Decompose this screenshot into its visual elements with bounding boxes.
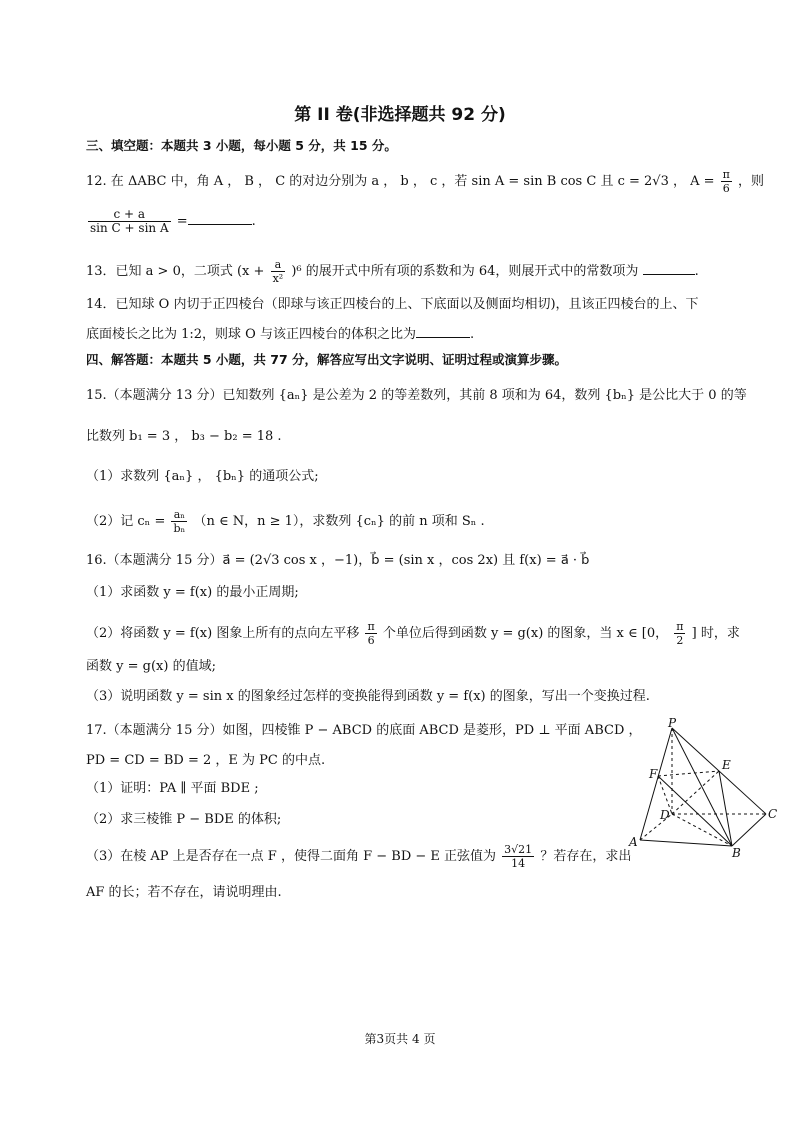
question-15-part2 [86,508,485,535]
question-17-part3-line2: AF 的长；若不存在，请说明理由. [86,885,282,900]
q16-fraction-a [365,620,376,647]
question-14-line1: 14．已知球 O 内切于正四棱台（即球与该正四棱台的上、下底面以及侧面均相切)，且该正四棱台的上、下 [86,297,699,312]
question-14-line2 [86,325,474,344]
question-15-line1: 15.（本题满分 13 分）已知数列 {aₙ} 是公差为 2 的等差数列，其前 8 项和为 64，数列 {bₙ} 是公比大于 0 的等 [86,388,747,403]
question-17-part3 [86,843,631,870]
pyramid-figure [628,718,778,858]
question-16-part1: （1）求函数 y = f(x) 的最小正周期; [86,585,299,600]
edge-PB [672,728,732,846]
label-P: P [668,718,677,730]
q12-expression [88,208,171,235]
q14-period: . [469,327,475,342]
page-footer: 第3页共 4 页 [364,1032,436,1046]
q13-frac-num: a [271,258,286,272]
q12-text: 12. 在 ΔABC 中，角 A ， B ， C 的对边分别为 a ， b ， c ，若 sin A = sin B cos C 且 c = 2√3 ， A = [86,174,715,189]
question-16-part3: （3）说明函数 y = sin x 的图象经过怎样的变换能得到函数 y = f(x) 的图象，写出一个变换过程. [86,689,650,704]
q13-frac-den: x² [272,272,284,285]
q13-fraction [271,258,286,285]
q16-frac-num-b: π [676,620,684,633]
label-C: C [768,807,778,821]
q17-frac-num: 3√21 [504,843,533,856]
edge-DB [672,814,732,846]
question-15-part1: （1）求数列 {aₙ} ， {bₙ} 的通项公式; [86,469,319,484]
q15-frac-num: aₙ [171,508,187,522]
label-D: D [660,808,670,822]
question-13 [86,258,699,285]
q17-fraction [502,843,534,870]
question-16-part2-line2: 函数 y = g(x) 的值域; [86,659,216,674]
q17-frac-den: 14 [511,857,526,870]
q15-part2-text-end: （n ∈ N，n ≥ 1），求数列 {cₙ} 的前 n 项和 Sₙ . [193,514,485,529]
q17-part3-text-end: ？若存在，求出 [540,849,632,864]
question-17-line1: 17.（本题满分 15 分）如图，四棱锥 P − ABCD 的底面 ABCD 是菱形，PD ⊥ 平面 ABCD ， [86,723,642,738]
question-12-line2: $\frac{c + a}{\text{sin C + sin A}}$ = . [90,207,256,235]
question-15-line2: 比数列 b₁ = 3 ， b₃ − b₂ = 18 . [86,429,282,444]
edge-BC [732,814,766,846]
q16-fraction-b [674,620,685,647]
question-16-part2 [86,620,740,647]
q17-part3-text: （3）在棱 AP 上是否存在一点 F ，使得二面角 F − BD − E 正弦值为 [86,849,497,864]
q13-text: 13．已知 a > 0，二项式 (x + [86,264,265,279]
section-heading-solve: 四、解答题：本题共 5 小题，共 77 分，解答应写出文字说明、证明过程或演算步骤。 [86,352,568,367]
q12-frac-den: 6 [722,182,730,195]
label-F: F [649,767,658,781]
q16-frac-num-a: π [367,620,375,633]
q16-part2-text-end: ] 时，求 [691,626,740,641]
section-heading-fill-in: 三、填空题：本题共 3 小题，每小题 5 分，共 15 分。 [86,138,397,153]
q14-answer-blank[interactable] [416,325,470,338]
q16-frac-den-b: 2 [676,634,684,647]
q15-part2-text: （2）记 cₙ = [86,514,166,529]
q16-frac-den-a: 6 [367,634,375,647]
edge-PA [640,728,672,840]
q12-fraction-a [721,168,732,195]
q13-period: . [694,264,699,279]
question-17-line2: PD = CD = BD = 2 ，E 为 PC 的中点. [86,753,326,768]
q12-equals: = [176,214,188,229]
edge-BE [719,771,732,846]
q12-text-end: ，则 [738,174,765,189]
label-A: A [629,835,638,849]
q15-fraction [171,508,187,535]
q16-part2-text: （2）将函数 y = f(x) 图象上所有的点向左平移 [86,626,360,641]
question-12-line1 [86,168,764,195]
q12-frac-num: π [722,168,730,181]
q12-expr-num: c + a [88,208,171,222]
q12-answer-blank[interactable] [188,212,252,225]
page-title: 第 II 卷(非选择题共 92 分) [294,105,506,125]
q12-expr-den: sin C + sin A [90,221,169,235]
q13-text-end: )⁶ 的展开式中所有项的系数和为 64，则展开式中的常数项为 [291,264,639,279]
edge-AB [640,840,732,846]
label-B: B [732,846,741,858]
label-E: E [722,758,731,772]
edge-FE [658,771,719,776]
question-17-part2: （2）求三棱锥 P − BDE 的体积; [86,812,282,827]
q13-answer-blank[interactable] [643,262,695,275]
question-17-part1: （1）证明：PA ∥ 平面 BDE ; [86,781,259,796]
question-16-line1: 16.（本题满分 15 分）a⃗ = (2√3 cos x ，−1)，b⃗ = (sin x ，cos 2x) 且 f(x) = a⃗ · b⃗ [86,553,590,568]
q14-text: 底面棱长之比为 1:2，则球 O 与该正四棱台的体积之比为 [86,327,416,342]
q16-part2-text-mid: 个单位后得到函数 y = g(x) 的图象，当 x ∈ [0， [382,626,669,641]
q15-frac-den: bₙ [173,522,186,535]
